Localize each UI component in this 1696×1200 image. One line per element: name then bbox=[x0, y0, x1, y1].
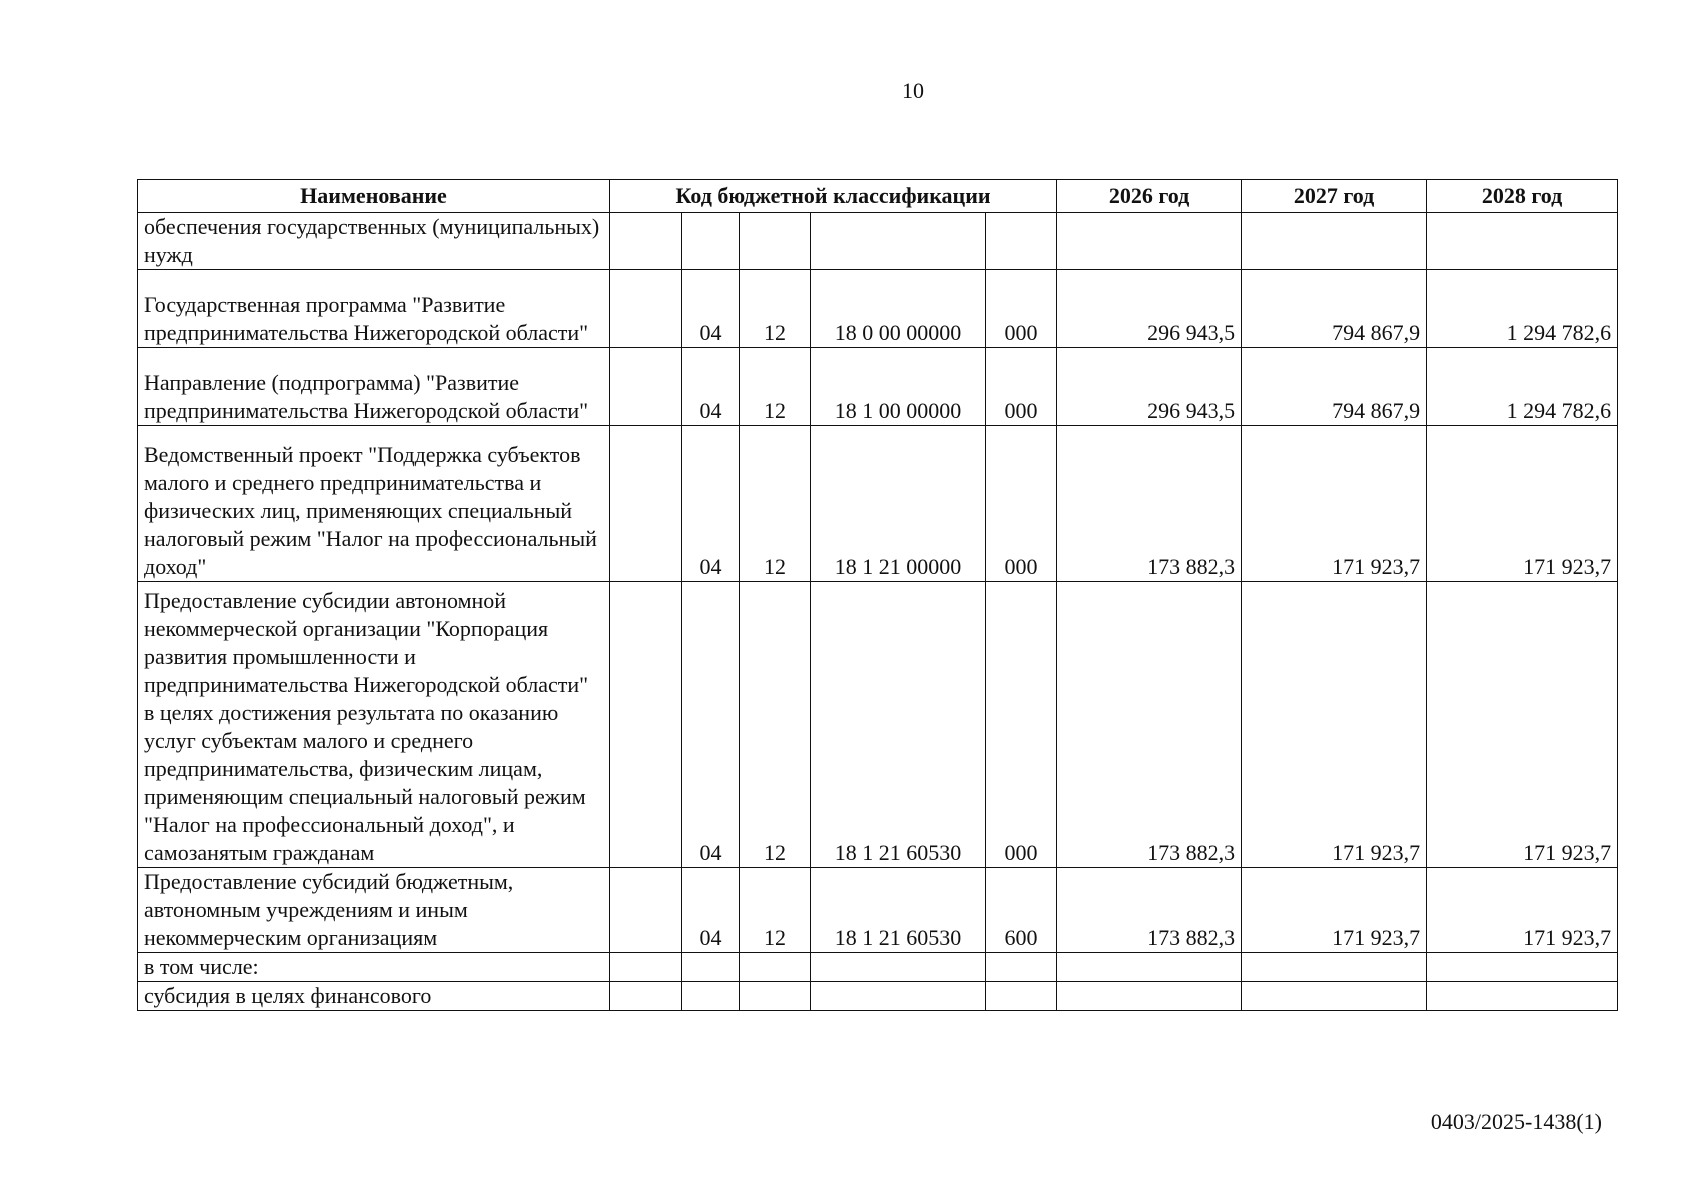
cell-code-subsection: 12 bbox=[740, 582, 811, 868]
cell-code-expense-type: 000 bbox=[986, 426, 1057, 582]
cell-2028 bbox=[1427, 213, 1618, 270]
cell-2026: 173 882,3 bbox=[1057, 426, 1242, 582]
cell-code-section: 04 bbox=[682, 348, 740, 426]
cell-code-section: 04 bbox=[682, 270, 740, 348]
cell-2028: 171 923,7 bbox=[1427, 582, 1618, 868]
cell-name: Предоставление субсидии автономной некоммерческой организации "Корпорация развития промышленности и предпринимательства Нижегородской области" в целях достижения результата по оказанию услуг субъектам малого и среднего предпринимательства, физическим лицам, применяющим специальный налоговый режим "Налог на профессиональный доход", и самозанятым гражданам bbox=[138, 582, 610, 868]
cell-2027: 171 923,7 bbox=[1242, 868, 1427, 953]
cell-2028: 1 294 782,6 bbox=[1427, 348, 1618, 426]
cell-code-subsection bbox=[740, 213, 811, 270]
table-row bbox=[138, 213, 1618, 270]
cell-code-expense-type: 600 bbox=[986, 868, 1057, 953]
cell-2026 bbox=[1057, 953, 1242, 982]
cell-code-subsection: 12 bbox=[740, 426, 811, 582]
cell-2026: 296 943,5 bbox=[1057, 348, 1242, 426]
cell-code-1 bbox=[610, 582, 682, 868]
cell-code-target: 18 1 21 60530 bbox=[811, 868, 986, 953]
table-header-row bbox=[138, 180, 1618, 213]
cell-2027 bbox=[1242, 982, 1427, 1011]
cell-2028 bbox=[1427, 982, 1618, 1011]
cell-2027: 794 867,9 bbox=[1242, 270, 1427, 348]
cell-code-expense-type bbox=[986, 953, 1057, 982]
cell-code-expense-type: 000 bbox=[986, 348, 1057, 426]
cell-code-target bbox=[811, 982, 986, 1011]
cell-2027 bbox=[1242, 213, 1427, 270]
cell-code-subsection: 12 bbox=[740, 348, 811, 426]
cell-2028 bbox=[1427, 953, 1618, 982]
cell-name: в том числе: bbox=[138, 953, 610, 982]
cell-code-1 bbox=[610, 270, 682, 348]
cell-code-1 bbox=[610, 953, 682, 982]
cell-name: Государственная программа "Развитие предпринимательства Нижегородской области" bbox=[138, 270, 610, 348]
table-row bbox=[138, 270, 1618, 348]
cell-2026: 296 943,5 bbox=[1057, 270, 1242, 348]
cell-name: субсидия в целях финансового bbox=[138, 982, 610, 1011]
cell-2026: 173 882,3 bbox=[1057, 868, 1242, 953]
document-code: 0403/2025-1438(1) bbox=[1430, 1109, 1602, 1134]
cell-code-section bbox=[682, 982, 740, 1011]
cell-code-target bbox=[811, 213, 986, 270]
cell-code-target: 18 1 21 00000 bbox=[811, 426, 986, 582]
cell-code-section bbox=[682, 213, 740, 270]
budget-table bbox=[137, 179, 1618, 1011]
cell-code-expense-type: 000 bbox=[986, 270, 1057, 348]
cell-code-section bbox=[682, 953, 740, 982]
cell-code-1 bbox=[610, 868, 682, 953]
cell-2026 bbox=[1057, 982, 1242, 1011]
cell-2027: 171 923,7 bbox=[1242, 426, 1427, 582]
cell-code-1 bbox=[610, 213, 682, 270]
cell-2027 bbox=[1242, 953, 1427, 982]
cell-2027: 794 867,9 bbox=[1242, 348, 1427, 426]
page-number: 10 bbox=[902, 78, 924, 103]
table-row bbox=[138, 582, 1618, 868]
cell-code-subsection: 12 bbox=[740, 868, 811, 953]
table-row bbox=[138, 348, 1618, 426]
cell-code-subsection: 12 bbox=[740, 270, 811, 348]
table-row bbox=[138, 426, 1618, 582]
cell-2026 bbox=[1057, 213, 1242, 270]
cell-name: Предоставление субсидий бюджетным, автономным учреждениям и иным некоммерческим организациям bbox=[138, 868, 610, 953]
cell-code-target: 18 0 00 00000 bbox=[811, 270, 986, 348]
header-code: Код бюджетной классификации bbox=[610, 180, 1057, 213]
table-row bbox=[138, 953, 1618, 982]
cell-code-target bbox=[811, 953, 986, 982]
cell-2028: 171 923,7 bbox=[1427, 868, 1618, 953]
cell-code-target: 18 1 21 60530 bbox=[811, 582, 986, 868]
header-name: Наименование bbox=[138, 180, 610, 213]
cell-code-1 bbox=[610, 348, 682, 426]
cell-code-subsection bbox=[740, 953, 811, 982]
cell-name: Направление (подпрограмма) "Развитие предпринимательства Нижегородской области" bbox=[138, 348, 610, 426]
table-row bbox=[138, 982, 1618, 1011]
cell-2028: 171 923,7 bbox=[1427, 426, 1618, 582]
cell-name: обеспечения государственных (муниципальных) нужд bbox=[138, 213, 610, 270]
cell-code-section: 04 bbox=[682, 582, 740, 868]
cell-2027: 171 923,7 bbox=[1242, 582, 1427, 868]
header-2027: 2027 год bbox=[1242, 180, 1427, 213]
cell-code-target: 18 1 00 00000 bbox=[811, 348, 986, 426]
cell-name: Ведомственный проект "Поддержка субъектов малого и среднего предпринимательства и физических лиц, применяющих специальный налоговый режим "Налог на профессиональный доход" bbox=[138, 426, 610, 582]
cell-code-section: 04 bbox=[682, 426, 740, 582]
header-2026: 2026 год bbox=[1057, 180, 1242, 213]
cell-2026: 173 882,3 bbox=[1057, 582, 1242, 868]
header-2028: 2028 год bbox=[1427, 180, 1618, 213]
cell-code-subsection bbox=[740, 982, 811, 1011]
table-row bbox=[138, 868, 1618, 953]
cell-2028: 1 294 782,6 bbox=[1427, 270, 1618, 348]
cell-code-expense-type: 000 bbox=[986, 582, 1057, 868]
cell-code-expense-type bbox=[986, 982, 1057, 1011]
cell-code-expense-type bbox=[986, 213, 1057, 270]
cell-code-section: 04 bbox=[682, 868, 740, 953]
cell-code-1 bbox=[610, 982, 682, 1011]
cell-code-1 bbox=[610, 426, 682, 582]
